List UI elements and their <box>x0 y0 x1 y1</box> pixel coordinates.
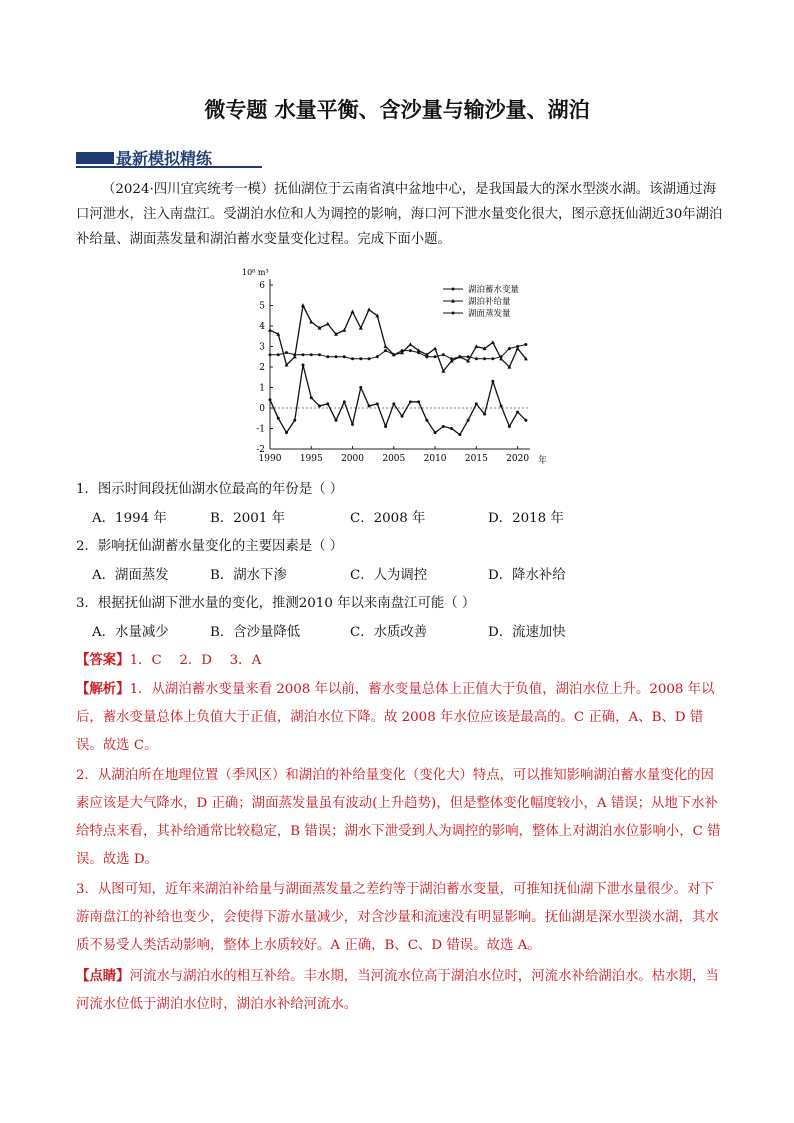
data-point <box>524 419 527 422</box>
y-tick-label: 4 <box>259 322 265 332</box>
data-point <box>277 353 280 356</box>
data-point <box>351 357 354 360</box>
q3-option-c[interactable]: C．水质改善 <box>350 625 428 640</box>
data-point <box>500 404 503 407</box>
question-3: 3．根据抚仙湖下泄水量的变化，推测2010 年以来南盘江可能（ ） <box>76 596 476 611</box>
data-point <box>301 303 305 307</box>
answer-line <box>76 646 726 675</box>
analysis-1 <box>76 675 726 760</box>
data-point <box>500 355 503 358</box>
data-point <box>409 349 412 352</box>
data-point <box>310 353 313 356</box>
x-tick-label: 2015 <box>464 454 488 464</box>
data-point <box>491 380 494 383</box>
y-tick-label: -2 <box>256 445 265 455</box>
intro-paragraph: （2024·四川宜宾统考一模）抚仙湖位于云南省滇中盆地中心，是我国最大的深水型淡水湖。该湖通过海口河泄水，注入南盘江。受湖泊水位和人为调控的影响，海口河下泄水量变化很大，图示意抚仙湖近30年湖泊补给量、湖面蒸发量和湖泊蓄水变量变化过程。完成下面小题。 <box>76 182 723 247</box>
data-point <box>335 355 338 358</box>
data-point <box>384 349 387 352</box>
data-point <box>293 353 296 356</box>
x-tick-label: 2000 <box>341 454 364 464</box>
question-2: 2．影响抚仙湖蓄水量变化的主要因素是（ ） <box>76 539 344 554</box>
data-point <box>367 307 371 311</box>
data-point <box>516 345 519 348</box>
data-point <box>409 400 412 403</box>
data-point <box>516 411 519 414</box>
q3-option-a[interactable]: A．水量减少 <box>92 625 169 640</box>
legend-label: 湖泊补给量 <box>468 297 511 307</box>
data-point <box>368 357 371 360</box>
data-point <box>384 425 387 428</box>
q2-option-c[interactable]: C．人为调控 <box>350 568 428 583</box>
data-point <box>434 355 437 358</box>
data-point <box>302 363 305 366</box>
data-point <box>285 431 288 434</box>
data-point <box>359 357 362 360</box>
line-chart <box>238 263 558 471</box>
data-point <box>458 433 461 436</box>
q1-option-b[interactable]: B．2001 年 <box>210 511 285 526</box>
data-point <box>475 357 478 360</box>
data-point <box>475 402 478 405</box>
legend-label: 湖面蒸发量 <box>468 309 511 319</box>
data-point <box>326 322 330 326</box>
data-point <box>277 417 280 420</box>
x-tick-label: 1990 <box>258 454 282 464</box>
section-banner <box>76 146 262 170</box>
data-point <box>335 419 338 422</box>
legend-label: 湖泊蓄水变量 <box>468 285 520 295</box>
data-point <box>401 415 404 418</box>
data-point <box>508 425 511 428</box>
data-point <box>310 396 313 399</box>
q2-option-d[interactable]: D．降水补给 <box>488 568 566 583</box>
data-point <box>508 347 511 350</box>
data-point <box>491 340 495 344</box>
y-unit-label: 10⁸ m³ <box>242 268 269 277</box>
data-point <box>269 398 272 401</box>
data-point <box>491 357 494 360</box>
data-point <box>376 402 379 405</box>
data-point <box>442 425 445 428</box>
data-point <box>467 355 470 358</box>
analysis-1-text: 1．从湖泊蓄水变量来看 2008 年以前，蓄水变量总体上正值大于负值，湖泊水位上升。2008 年以后，蓄水变量总体上负值大于正值，湖泊水位下降。故 2008 年水位应该是最高的。C 正确，A、B、D 错误。故选 C。 <box>76 682 715 753</box>
data-point <box>392 402 395 405</box>
data-point <box>433 346 437 350</box>
data-point <box>483 357 486 360</box>
data-point <box>268 328 272 332</box>
data-point <box>417 351 420 354</box>
data-point <box>384 344 388 348</box>
question-1: 1．图示时间段抚仙湖水位最高的年份是（ ） <box>76 482 344 497</box>
data-point <box>318 404 321 407</box>
analysis-3: 3．从图可知，近年来湖泊补给量与湖面蒸发量之差约等于湖泊蓄水变量，可推知抚仙湖下泄水量很少。对下游南盘江的补给也变少，会使得下游水量减少，对含沙量和流速没有明显影响。抚仙湖是深水型淡水湖，其水质不易受人类活动影响，整体上水质较好。A 正确，B、C、D 错误。故选 A。 <box>76 882 719 953</box>
data-point <box>392 353 395 356</box>
legend-marker <box>452 312 455 315</box>
data-point <box>326 355 329 358</box>
data-point <box>326 402 329 405</box>
analysis-label: 【解析】 <box>76 681 130 697</box>
x-tick-label: 1995 <box>299 454 323 464</box>
analysis-2: 2．从湖泊所在地理位置（季风区）和湖泊的补给量变化（变化大）特点，可以推知影响湖泊蓄水量变化的因素应该是大气降水，D 正确；湖面蒸发量虽有波动(上升趋势)，但是整体变化幅度较小，A 错误；从地下水补给特点来看，其补给通常比较稳定，B 错误；湖水下泄受到人为调控的影响，整体上对湖泊水位影响小，C 错误。故选 D。 <box>76 768 721 867</box>
q2-option-b[interactable]: B．湖水下渗 <box>210 568 287 583</box>
data-point <box>368 404 371 407</box>
y-tick-label: 5 <box>259 301 265 312</box>
note-label: 【点睛】 <box>76 968 130 984</box>
data-point <box>417 400 420 403</box>
data-point <box>434 431 437 434</box>
y-tick-label: -1 <box>256 424 265 435</box>
data-point <box>376 355 379 358</box>
data-point <box>359 386 362 389</box>
data-point <box>293 419 296 422</box>
q3-option-d[interactable]: D．流速加快 <box>488 625 566 640</box>
banner-bar <box>76 152 114 164</box>
q2-option-a[interactable]: A．湖面蒸发 <box>92 568 169 583</box>
data-point <box>343 355 346 358</box>
legend-marker <box>452 288 455 291</box>
y-tick-label: 0 <box>259 404 265 414</box>
q1-option-c[interactable]: C．2008 年 <box>350 511 426 526</box>
q3-option-b[interactable]: B．含沙量降低 <box>210 625 301 640</box>
data-point <box>302 353 305 356</box>
q1-option-a[interactable]: A．1994 年 <box>92 511 167 526</box>
note-paragraph <box>76 962 726 1019</box>
data-point <box>467 419 470 422</box>
data-point <box>401 349 404 352</box>
data-point <box>408 342 412 346</box>
series-line-0 <box>270 365 526 435</box>
data-point <box>524 343 527 346</box>
data-point <box>450 427 453 430</box>
page-title: 微专题 水量平衡、含沙量与输沙量、湖泊 <box>204 98 590 122</box>
data-point <box>425 355 428 358</box>
note-text: 河流水与湖泊水的相互补给。丰水期，当河流水位高于湖泊水位时，河流水补给湖泊水。枯水期，当河流水位低于湖泊水位时，湖泊水补给河流水。 <box>76 969 719 1012</box>
banner-label: 最新模拟精练 <box>116 149 213 168</box>
y-tick-label: 1 <box>259 383 265 394</box>
data-point <box>351 423 354 426</box>
q1-option-d[interactable]: D．2018 年 <box>488 511 564 526</box>
y-tick-label: 3 <box>259 342 265 353</box>
x-tick-label: 2010 <box>423 454 447 464</box>
data-point <box>343 400 346 403</box>
x-tick-label: 2020 <box>506 454 530 464</box>
data-point <box>483 413 486 416</box>
y-tick-label: 6 <box>259 281 265 291</box>
x-unit-label: 年 <box>538 456 548 466</box>
data-point <box>458 355 461 358</box>
x-tick-label: 2005 <box>382 454 406 464</box>
data-point <box>318 353 321 356</box>
data-point <box>269 353 272 356</box>
data-point <box>450 357 453 360</box>
data-point <box>425 419 428 422</box>
answer-text: 1．C 2．D 3．A <box>129 653 262 668</box>
data-point <box>442 353 445 356</box>
answer-label: 【答案】 <box>76 652 130 668</box>
y-tick-label: 2 <box>259 363 265 373</box>
data-point <box>351 309 355 313</box>
data-point <box>285 351 288 354</box>
